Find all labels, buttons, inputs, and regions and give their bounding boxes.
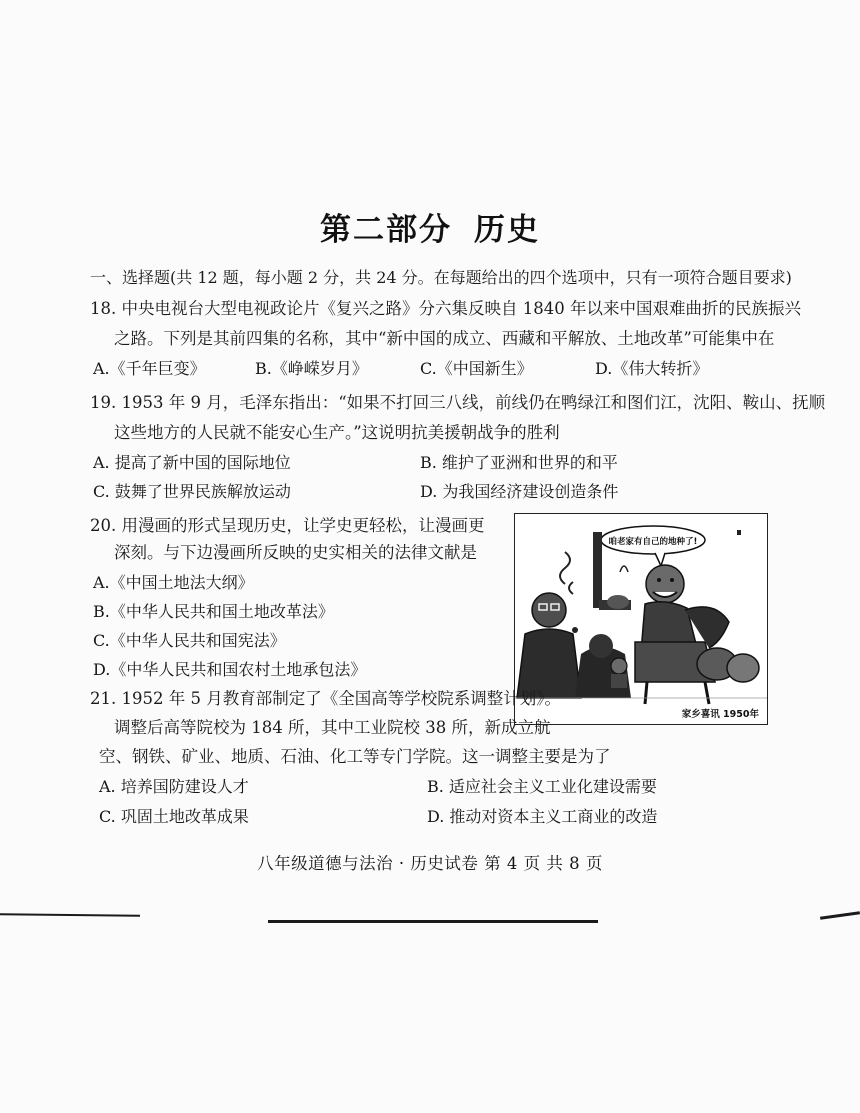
q18-line1: 18. 中央电视台大型电视政论片《复兴之路》分六集反映自 1840 年以来中国艰难曲折的民族振兴 [90, 299, 801, 318]
q18-option-b[interactable]: B.《峥嵘岁月》 [255, 359, 368, 378]
q20-option-a[interactable]: A.《中国土地法大纲》 [93, 573, 254, 592]
q20-option-b[interactable]: B.《中华人民共和国土地改革法》 [93, 602, 334, 621]
q19-option-c[interactable]: C. 鼓舞了世界民族解放运动 [93, 482, 291, 501]
q18-option-a[interactable]: A.《千年巨变》 [93, 359, 206, 378]
q18-line2: 之路。下列是其前四集的名称，其中“新中国的成立、西藏和平解放、土地改革”可能集中在 [114, 329, 775, 348]
q21-option-b[interactable]: B. 适应社会主义工业化建设需要 [427, 777, 657, 796]
q19-line1: 19. 1953 年 9 月，毛泽东指出：“如果不打回三八线，前线仍在鸭绿江和图们江，沈阳、鞍山、抚顺 [90, 393, 826, 412]
q18-option-d[interactable]: D.《伟大转折》 [595, 359, 709, 378]
q21-line3: 空、钢铁、矿业、地质、石油、化工等专门学院。这一调整主要是为了 [99, 747, 611, 766]
q19-option-d[interactable]: D. 为我国经济建设创造条件 [420, 482, 619, 501]
q21-option-a[interactable]: A. 培养国防建设人才 [99, 777, 249, 796]
q19-option-a[interactable]: A. 提高了新中国的国际地位 [93, 453, 291, 472]
q20-option-c[interactable]: C.《中华人民共和国宪法》 [93, 631, 286, 650]
title-part: 第二部分 [320, 212, 452, 248]
q19-line2: 这些地方的人民就不能安心生产。”这说明抗美援朝战争的胜利 [114, 423, 560, 442]
page-title [0, 204, 860, 249]
title-subject: 历史 [474, 212, 540, 248]
page-footer: 八年级道德与法治 · 历史试卷 第 4 页 共 8 页 [257, 854, 603, 873]
section-heading: 一、选择题(共 12 题，每小题 2 分，共 24 分。在每题给出的四个选项中，只有一项符合题目要求) [90, 268, 792, 287]
scan-edge-middle [268, 920, 598, 923]
q18-option-c[interactable]: C.《中国新生》 [420, 359, 533, 378]
q21-line2: 调整后高等院校为 184 所，其中工业院校 38 所，新成立航 [114, 718, 551, 737]
scan-edge-right [820, 911, 860, 920]
q21-line1: 21. 1952 年 5 月教育部制定了《全国高等学校院系调整计划》。 [90, 689, 561, 708]
q19-option-b[interactable]: B. 维护了亚洲和世界的和平 [420, 453, 618, 472]
q20-line2: 深刻。与下边漫画所反映的史实相关的法律文献是 [114, 543, 477, 562]
scan-edge-left [0, 913, 140, 916]
q20-option-d[interactable]: D.《中华人民共和国农村土地承包法》 [93, 660, 367, 679]
q21-option-c[interactable]: C. 巩固土地改革成果 [99, 807, 249, 826]
q20-line1: 20. 用漫画的形式呈现历史，让学史更轻松，让漫画更 [90, 516, 485, 535]
speech-text: 咱老家有自己的地种了! [608, 537, 698, 547]
q21-option-d[interactable]: D. 推动对资本主义工商业的改造 [427, 807, 658, 826]
cartoon-caption: 家乡喜讯 1950年 [681, 709, 759, 720]
